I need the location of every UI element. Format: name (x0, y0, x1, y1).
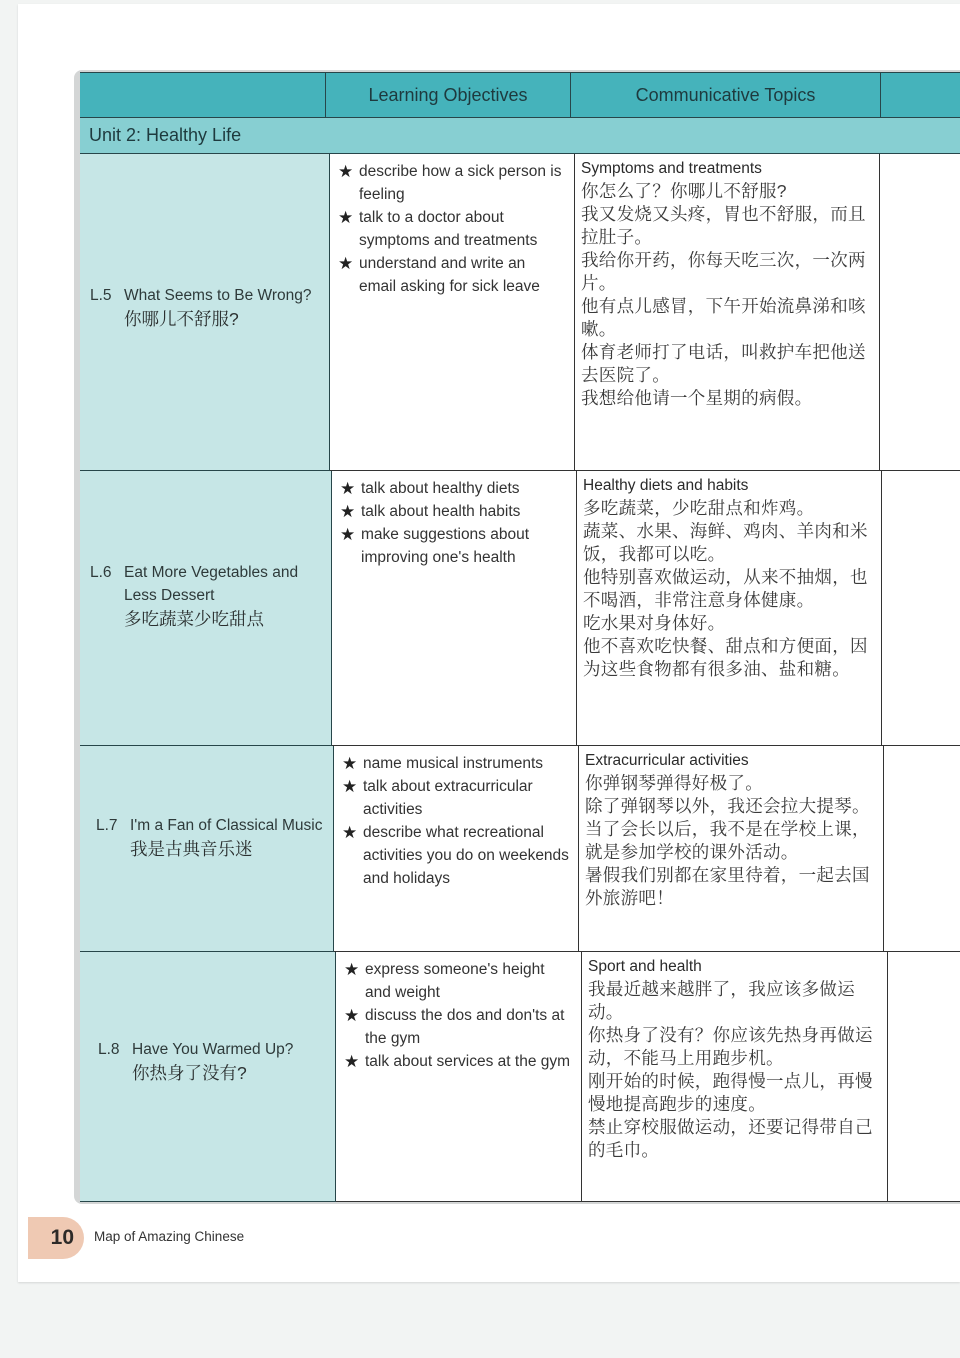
topic-sentence: 暑假我们别都在家里待着，一起去国外旅游吧！ (585, 865, 870, 908)
header-lesson (80, 73, 325, 117)
objective-item: ★ talk about extracurricular activities (342, 775, 570, 821)
extra-cell (888, 952, 960, 1202)
objective-item: ★ name musical instruments (342, 754, 544, 773)
lesson-row-l5 (80, 154, 960, 471)
topic-sentence: 禁止穿校服做运动，还要记得带自己的毛巾。 (588, 1117, 873, 1160)
lesson-title-en: I'm a Fan of Classical Music (130, 817, 323, 834)
lesson-title-zh: 你热身了没有? (132, 1063, 247, 1083)
page-number-badge: 10 (28, 1217, 84, 1259)
lesson-title-cell (80, 952, 336, 1202)
topic-heading: Healthy diets and habits (583, 477, 749, 494)
header-extra (880, 73, 960, 117)
topic-sentence: 体育老师打了电话，叫救护车把他送去医院了。 (581, 342, 866, 385)
star-icon: ★ (344, 1006, 360, 1025)
objectives-cell (336, 952, 582, 1202)
topic-sentence: 我最近越来越胖了，我应该多做运动。 (588, 979, 855, 1022)
star-icon: ★ (340, 502, 356, 521)
lesson-number: L.8 (98, 1041, 120, 1058)
topic-sentence: 刚开始的时候，跑得慢一点儿，再慢慢地提高跑步的速度。 (588, 1071, 873, 1114)
topic-sentence: 吃水果对身体好。 (583, 613, 726, 633)
topic-sentence: 当了会长以后，我不是在学校上课，就是参加学校的课外活动。 (585, 819, 870, 862)
lesson-row-l7 (80, 746, 960, 952)
objective-item: ★ express someone's height and weight (344, 958, 573, 1004)
star-icon: ★ (338, 208, 354, 227)
topic-sentence: 我想给他请一个星期的病假。 (581, 388, 813, 408)
star-icon: ★ (338, 162, 354, 181)
objective-item: ★ understand and write an email asking for sick leave (338, 252, 566, 298)
topic-sentence: 你热身了没有？你应该先热身再做运动，不能马上用跑步机。 (588, 1025, 873, 1068)
star-icon: ★ (342, 777, 358, 796)
objective-item: ★ discuss the dos and don'ts at the gym (344, 1004, 573, 1050)
topics-cell (582, 952, 888, 1202)
lesson-title-cell (80, 154, 330, 471)
table-header-row (80, 72, 960, 118)
lesson-number: L.5 (90, 286, 112, 304)
lesson-title-en: Eat More Vegetables and Less Dessert (124, 564, 299, 604)
star-icon: ★ (338, 254, 354, 273)
lesson-title-zh: 我是古典音乐迷 (130, 839, 253, 859)
extra-cell (882, 471, 960, 746)
lesson-title-zh: 多吃蔬菜少吃甜点 (124, 609, 264, 629)
lesson-title-en: Have You Warmed Up? (132, 1041, 294, 1058)
topic-sentence: 我给你开药，你每天吃三次，一次两片。 (581, 250, 866, 293)
objective-item: ★ make suggestions about improving one's health (340, 523, 568, 569)
lesson-row-l6 (80, 471, 960, 746)
topic-sentence: 除了弹钢琴以外，我还会拉大提琴。 (585, 796, 870, 816)
star-icon: ★ (342, 754, 358, 773)
star-icon: ★ (342, 823, 358, 842)
topic-sentence: 我又发烧又头疼，胃也不舒服，而且拉肚子。 (581, 204, 866, 247)
book-title-footer: Map of Amazing Chinese (94, 1229, 245, 1244)
objective-item: ★ describe what recreational activities you do on weekends and holidays (342, 821, 570, 890)
objective-item: ★ talk about healthy diets (340, 479, 520, 498)
lesson-number: L.7 (96, 817, 118, 834)
star-icon: ★ (344, 1052, 360, 1071)
lesson-title-cell (80, 471, 332, 746)
header-communicative-topics: Communicative Topics (570, 73, 880, 117)
topic-sentence: 多吃蔬菜，少吃甜点和炸鸡。 (583, 498, 815, 518)
extra-cell (884, 746, 960, 952)
objectives-cell (334, 746, 579, 952)
star-icon: ★ (340, 479, 356, 498)
topic-sentence: 蔬菜、水果、海鲜、鸡肉、羊肉和米饭，我都可以吃。 (583, 521, 868, 564)
topic-sentence: 他有点儿感冒，下午开始流鼻涕和咳嗽。 (581, 296, 866, 339)
star-icon: ★ (344, 960, 360, 979)
objective-item: ★ talk about services at the gym (344, 1052, 571, 1071)
objectives-cell (330, 154, 575, 471)
lesson-title-en: What Seems to Be Wrong? (124, 286, 312, 304)
unit-title-row: Unit 2: Healthy Life (80, 118, 960, 154)
objective-item: ★ describe how a sick person is feeling (338, 160, 566, 206)
extra-cell (880, 154, 960, 471)
topic-sentence: 他不喜欢吃快餐、甜点和方便面，因为这些食物都有很多油、盐和糖。 (583, 636, 868, 679)
topic-sentence: 你怎么了？你哪儿不舒服? (581, 181, 787, 201)
lesson-number: L.6 (90, 564, 112, 581)
topic-heading: Sport and health (588, 958, 702, 975)
header-learning-objectives: Learning Objectives (325, 73, 570, 117)
topic-heading: Extracurricular activities (585, 752, 749, 769)
lesson-title-zh: 你哪儿不舒服? (124, 308, 239, 329)
lesson-title-cell (80, 746, 334, 952)
lesson-row-l8 (80, 952, 960, 1202)
topics-cell (575, 154, 880, 471)
objective-item: ★ talk about health habits (340, 502, 521, 521)
topic-sentence: 你弹钢琴弹得好极了。 (585, 773, 763, 793)
topics-cell (579, 746, 884, 952)
topic-heading: Symptoms and treatments (581, 160, 762, 177)
star-icon: ★ (340, 525, 356, 544)
topic-sentence: 他特别喜欢做运动，从来不抽烟，也不喝酒，非常注意身体健康。 (583, 567, 868, 610)
topics-cell (577, 471, 882, 746)
objectives-cell (332, 471, 577, 746)
objective-item: ★ talk to a doctor about symptoms and treatments (338, 206, 566, 252)
